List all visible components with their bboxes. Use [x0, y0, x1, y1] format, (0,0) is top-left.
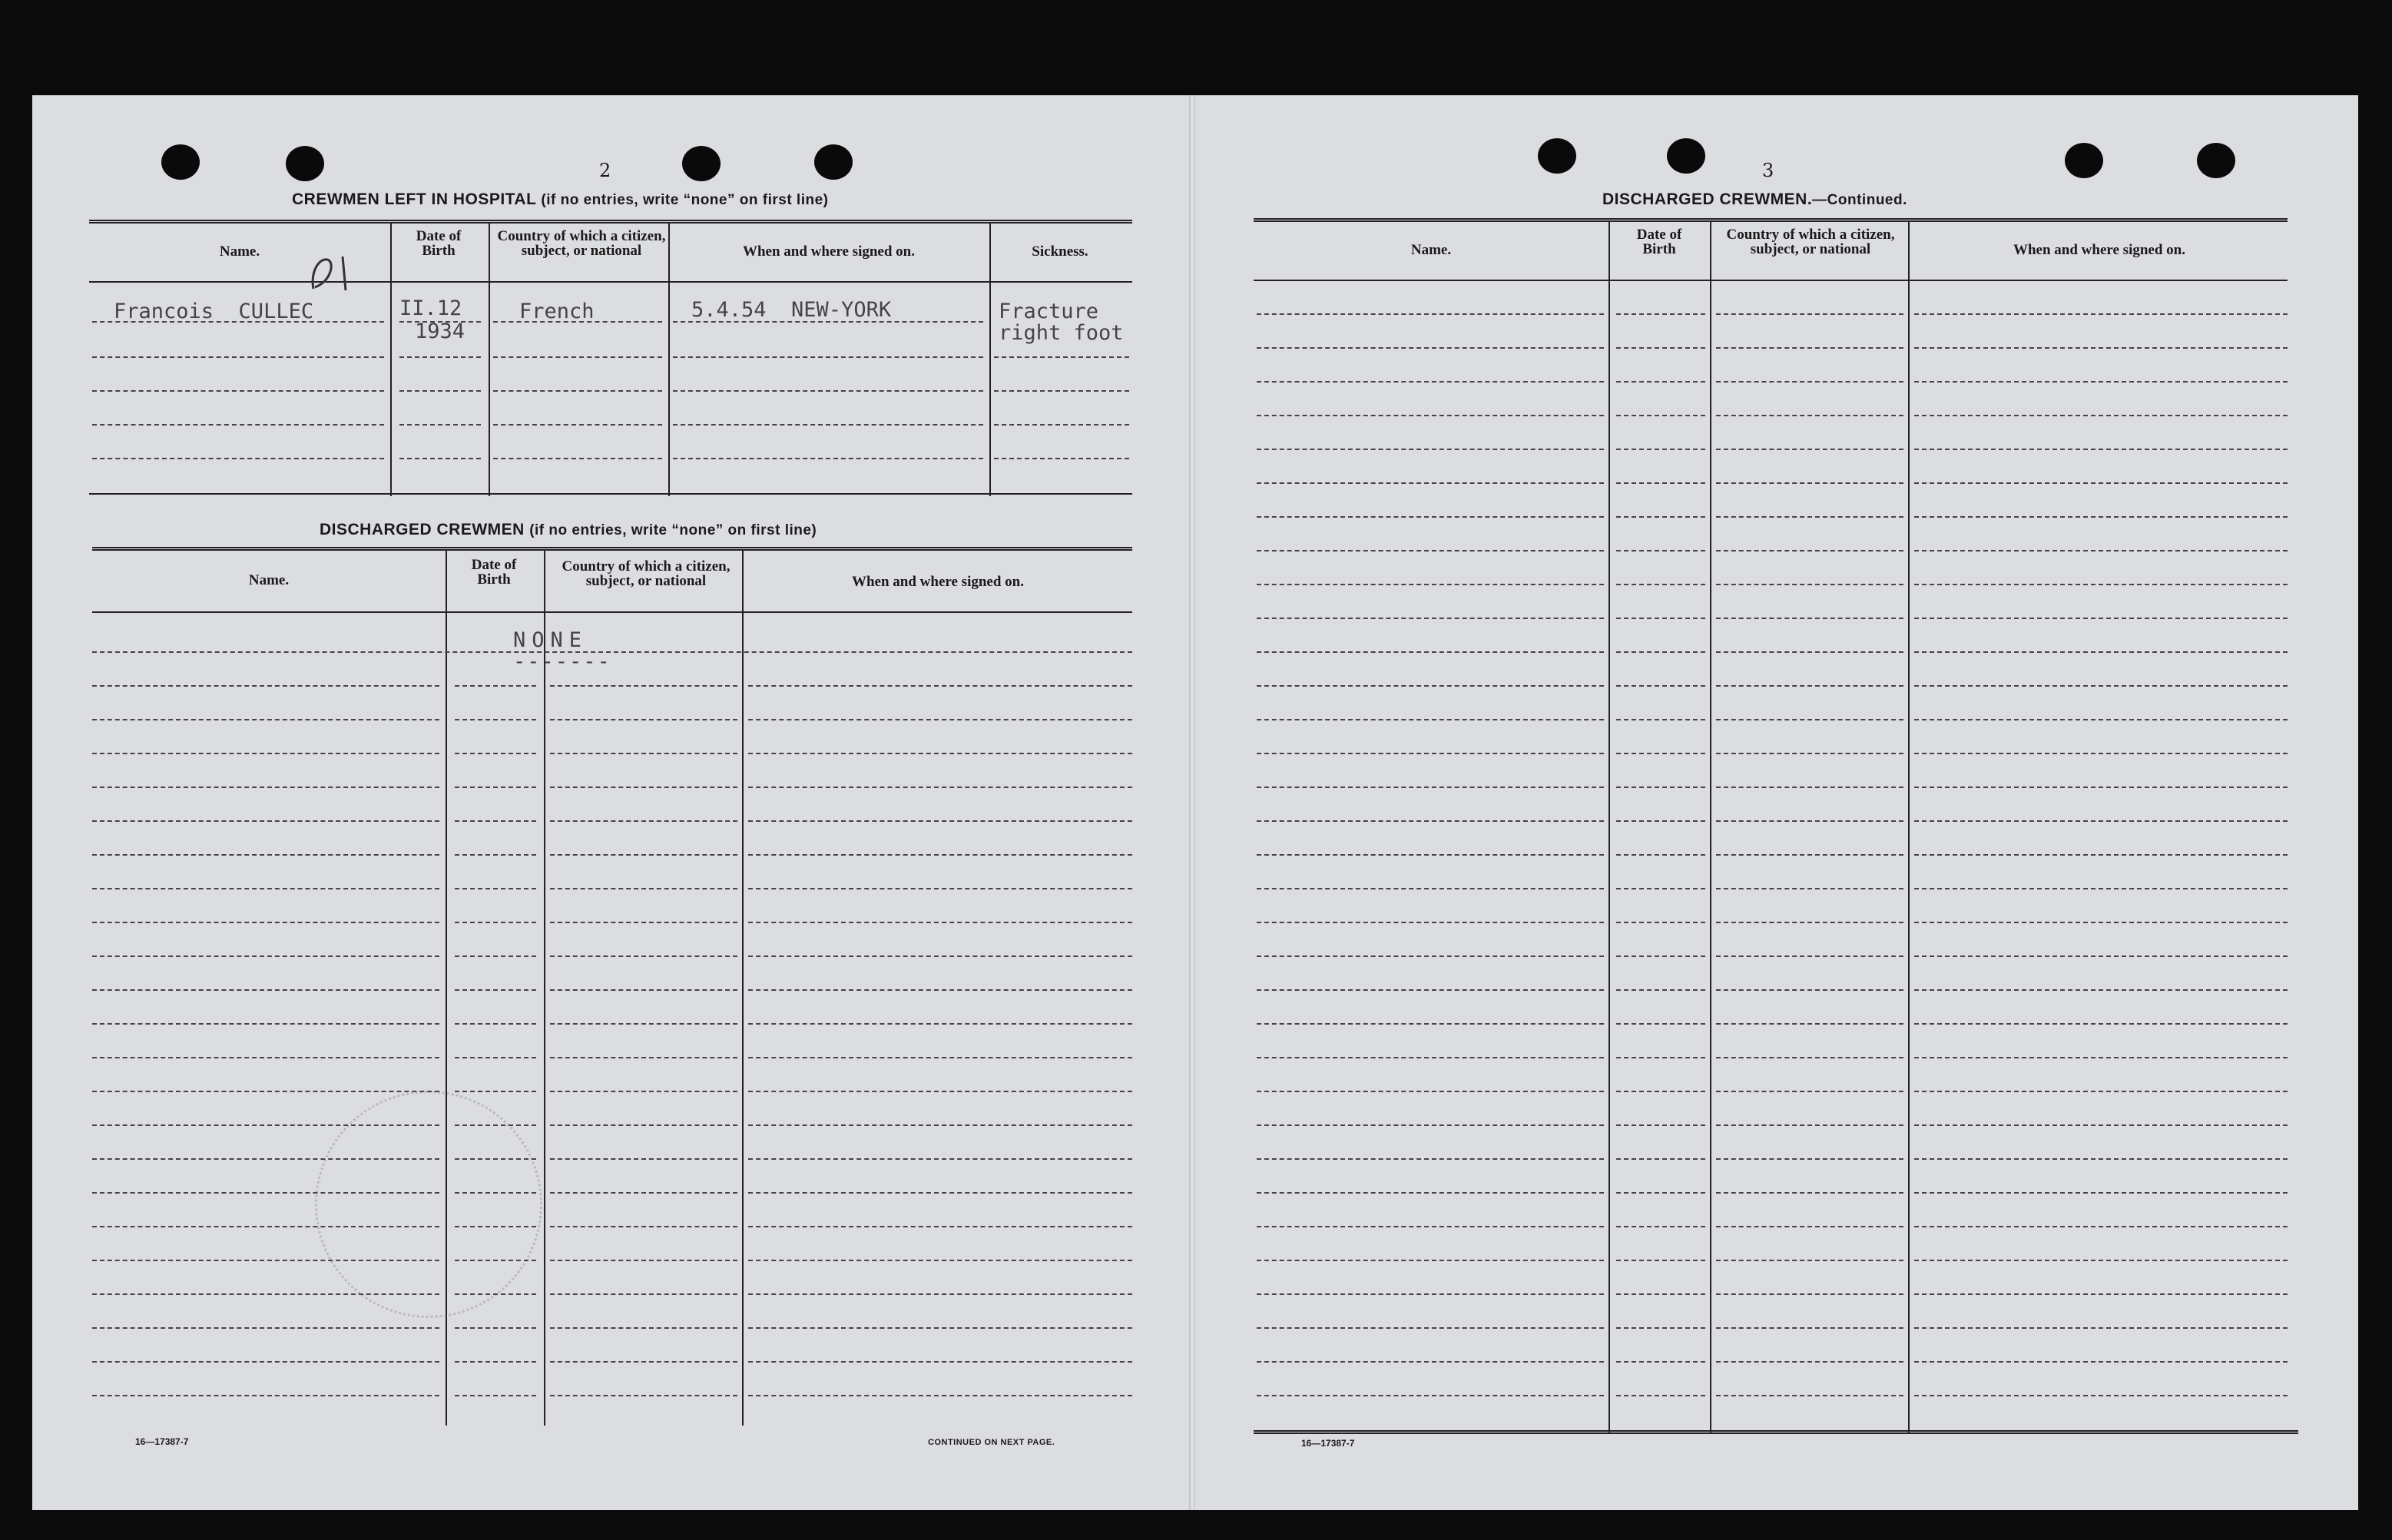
form-row-line [1257, 550, 1604, 551]
col-header-signed-on: When and where signed on. [851, 574, 1024, 590]
form-row-line [1616, 787, 1705, 788]
form-row-line [1616, 1226, 1705, 1227]
form-row-line [92, 922, 439, 923]
form-row-line [1257, 347, 1604, 349]
form-row-line [1616, 989, 1705, 991]
col-header-dob: Date of Birth [416, 228, 462, 259]
form-row-line [455, 888, 536, 889]
form-row-line [1914, 1023, 2288, 1025]
form-row-line [1616, 415, 1705, 416]
form-row-line [92, 854, 439, 856]
discharged-section-title [320, 521, 817, 539]
form-row-line [748, 753, 1132, 754]
column-divider [989, 223, 991, 496]
form-row-line [1716, 922, 1903, 923]
form-row-line [1716, 1158, 1903, 1160]
entry-dob-line2: 1934 [415, 320, 465, 343]
form-row-line [1616, 854, 1705, 856]
form-row-line [1616, 618, 1705, 619]
form-row-line [1257, 482, 1604, 484]
form-row-line [1914, 753, 2288, 754]
entry-sickness-line2: right foot [999, 321, 1124, 345]
form-row-line [1616, 584, 1705, 585]
form-row-line [455, 1057, 536, 1058]
form-row-line [1616, 449, 1705, 450]
form-row-line [1914, 955, 2288, 957]
form-row-line [1257, 1091, 1604, 1092]
form-row-line [455, 922, 536, 923]
form-row-line [1914, 1192, 2288, 1194]
punch-hole [814, 144, 853, 180]
column-divider [390, 223, 392, 496]
form-row-line [1716, 415, 1903, 416]
punch-hole [682, 146, 721, 181]
form-row-line [1914, 1395, 2288, 1396]
table-bottom-rule [1254, 1430, 2298, 1434]
form-row-line [550, 1361, 737, 1363]
form-row-line [455, 820, 536, 822]
form-row-line [748, 1023, 1132, 1025]
form-row-line [748, 1124, 1132, 1126]
form-row-line [1716, 618, 1903, 619]
form-row-line [1257, 888, 1604, 889]
form-row-line [455, 1192, 536, 1194]
form-row-line [1616, 516, 1705, 518]
form-row-line [455, 1124, 536, 1126]
form-row-line [92, 1226, 439, 1227]
form-row-line [1716, 651, 1903, 653]
form-row-line [1257, 820, 1604, 822]
form-row-line [1716, 820, 1903, 822]
form-row-line [1914, 1057, 2288, 1058]
right-section-title [1602, 190, 1907, 209]
form-row-line [1716, 1057, 1903, 1058]
form-row-line [1716, 1023, 1903, 1025]
form-row-line [1914, 381, 2288, 383]
form-row-line [1716, 347, 1903, 349]
form-row-line [748, 719, 1132, 720]
form-row-line [1257, 719, 1604, 720]
form-row-line [1914, 1327, 2288, 1329]
form-row-line [455, 1293, 536, 1295]
form-row-line [748, 1057, 1132, 1058]
form-row-line [92, 787, 439, 788]
form-row-line [1914, 516, 2288, 518]
form-row-line [1616, 550, 1705, 551]
punch-hole [286, 146, 324, 181]
form-row-line [1616, 922, 1705, 923]
form-row-line [92, 989, 439, 991]
form-row-line [1914, 719, 2288, 720]
form-row-line [1616, 313, 1705, 315]
form-row-line [550, 1327, 737, 1329]
handwritten-mark [304, 250, 358, 296]
table-top-rule [1254, 218, 2288, 222]
punch-hole [1538, 138, 1576, 174]
entry-signed-on: 5.4.54 NEW-YORK [691, 298, 892, 322]
entry-sickness-line1: Fracture [999, 300, 1099, 323]
form-number: 16—17387-7 [135, 1436, 189, 1447]
form-row-line [748, 854, 1132, 856]
form-row-line [1257, 955, 1604, 957]
form-row-line [1257, 854, 1604, 856]
form-row-line [1616, 955, 1705, 957]
form-row-line [1616, 1260, 1705, 1261]
form-row-line [748, 888, 1132, 889]
form-row-line [1257, 313, 1604, 315]
form-row-line [748, 1158, 1132, 1160]
form-row-line [550, 719, 737, 720]
continued-note: CONTINUED ON NEXT PAGE. [928, 1438, 1055, 1447]
form-row-line [550, 1124, 737, 1126]
form-row-line [1914, 888, 2288, 889]
form-row-line [1616, 820, 1705, 822]
hospital-section-title [292, 190, 828, 209]
form-row-line [1616, 651, 1705, 653]
form-row-line [455, 1327, 536, 1329]
form-row-line [1716, 550, 1903, 551]
form-row-line [1257, 1293, 1604, 1295]
form-row-line [1257, 1057, 1604, 1058]
form-row-line [550, 989, 737, 991]
form-row-line [455, 753, 536, 754]
column-divider [544, 550, 545, 1426]
punch-hole [1667, 138, 1705, 174]
form-row-line [92, 685, 439, 687]
form-row-line [1716, 1293, 1903, 1295]
col-header-signed-on: When and where signed on. [742, 243, 915, 260]
form-row-line [92, 753, 439, 754]
form-row-line [1616, 1192, 1705, 1194]
col-header-name: Name. [219, 243, 260, 260]
form-row-line [455, 685, 536, 687]
discharged-instruction: (if no entries, write “none” on first line) [529, 522, 817, 538]
col-header-dob: Date of Birth [471, 557, 517, 588]
form-row-line [748, 1327, 1132, 1329]
col-header-name: Name. [1410, 242, 1452, 258]
form-row-line [1716, 1226, 1903, 1227]
column-divider [668, 223, 670, 496]
form-row-line [1716, 854, 1903, 856]
form-row-line [1914, 989, 2288, 991]
form-row-line [1914, 1124, 2288, 1126]
form-row-line [455, 854, 536, 856]
form-row-line [1914, 347, 2288, 349]
form-row-line [550, 1057, 737, 1058]
right-title-suffix: —Continued. [1812, 192, 1907, 208]
form-row-line [1716, 449, 1903, 450]
form-number: 16—17387-7 [1301, 1438, 1355, 1449]
form-row-line [455, 955, 536, 957]
form-row-line [1616, 1057, 1705, 1058]
form-row-line [1914, 584, 2288, 585]
entry-dob-line1: II.12 [399, 296, 462, 320]
form-row-line [748, 1226, 1132, 1227]
form-row-line [1616, 1395, 1705, 1396]
form-row-line [455, 989, 536, 991]
form-row-line [1914, 820, 2288, 822]
form-row-line [1914, 1158, 2288, 1160]
form-row-line [1257, 989, 1604, 991]
form-row-line [455, 1260, 536, 1261]
entry-country: French [519, 300, 595, 323]
form-row-line [92, 1260, 439, 1261]
form-row-line [92, 955, 439, 957]
form-row-line [748, 955, 1132, 957]
form-row-line [455, 1395, 536, 1396]
form-row-line [92, 1091, 439, 1092]
form-row-line [1914, 922, 2288, 923]
form-row-line [1914, 618, 2288, 619]
form-row-line [1914, 482, 2288, 484]
form-row-line [550, 854, 737, 856]
form-row-line [1257, 1023, 1604, 1025]
form-row-line [1616, 719, 1705, 720]
form-row-line [92, 820, 439, 822]
form-row-line [92, 1361, 439, 1363]
form-row-line [455, 1091, 536, 1092]
form-row-line [92, 1023, 439, 1025]
form-row-line [1716, 584, 1903, 585]
page-number: 2 [599, 160, 611, 181]
form-row-line [550, 1260, 737, 1261]
form-row-line [748, 685, 1132, 687]
form-row-line [1716, 719, 1903, 720]
form-row-line [1914, 1226, 2288, 1227]
form-row-line [1914, 854, 2288, 856]
col-header-signed-on: When and where signed on. [2013, 242, 2185, 258]
form-row-line [1716, 482, 1903, 484]
col-header-country: Country of which a citizen, subject, or national [497, 228, 666, 259]
form-row-line [1616, 1091, 1705, 1092]
form-row-line [1257, 584, 1604, 585]
column-divider [742, 550, 744, 1426]
discharged-entry-none: NONE [513, 628, 588, 652]
discharged-title-text: DISCHARGED CREWMEN [320, 521, 525, 538]
form-row-line [1914, 1260, 2288, 1261]
form-row-line [92, 1395, 439, 1396]
form-row-line [455, 719, 536, 720]
col-header-country: Country of which a citizen, subject, or national [562, 558, 731, 589]
punch-hole [2065, 143, 2103, 178]
form-row-line [1914, 685, 2288, 687]
form-row-line [1716, 516, 1903, 518]
form-row-line [1716, 787, 1903, 788]
form-row-line [1914, 313, 2288, 315]
form-row-line [748, 922, 1132, 923]
discharged-entry-underline: ------- [513, 650, 611, 674]
form-row-line [1914, 651, 2288, 653]
form-row-line [1257, 1124, 1604, 1126]
form-row-line [92, 1057, 439, 1058]
form-row-line [1257, 1226, 1604, 1227]
form-row-line [1716, 1192, 1903, 1194]
form-row-line [1257, 1361, 1604, 1363]
form-row-line [455, 787, 536, 788]
column-divider [1908, 221, 1910, 1433]
form-row-line [1257, 1327, 1604, 1329]
form-row-line [550, 1226, 737, 1227]
form-row-line [1257, 1158, 1604, 1160]
form-row-line [1257, 618, 1604, 619]
form-row-line [1616, 685, 1705, 687]
entry-name: Francois CULLEC [114, 300, 314, 323]
form-row-line [1716, 888, 1903, 889]
form-row-line [1914, 787, 2288, 788]
form-row-line [550, 685, 737, 687]
hospital-title-text: CREWMEN LEFT IN HOSPITAL [292, 190, 537, 208]
form-row-line [1257, 1192, 1604, 1194]
form-row-line [748, 820, 1132, 822]
col-header-dob: Date of Birth [1636, 227, 1682, 257]
form-row-line [550, 922, 737, 923]
form-row-line [550, 955, 737, 957]
right-page [1192, 95, 2358, 1510]
form-row-line [1257, 415, 1604, 416]
punch-hole [2197, 143, 2235, 178]
col-header-name: Name. [248, 572, 290, 588]
form-row-line [748, 1395, 1132, 1396]
form-row-line [1716, 989, 1903, 991]
form-row-line [1716, 685, 1903, 687]
form-row-line [748, 1192, 1132, 1194]
form-row-line [1914, 1293, 2288, 1295]
table-top-rule [92, 547, 1132, 551]
header-bottom-rule [1254, 280, 2288, 281]
form-row-line [1616, 381, 1705, 383]
table-bottom-rule [89, 493, 1132, 495]
form-row-line [1716, 1124, 1903, 1126]
form-row-line [1716, 381, 1903, 383]
form-row-line [1257, 1395, 1604, 1396]
form-row-line [1616, 1293, 1705, 1295]
form-row-line [550, 1023, 737, 1025]
col-header-sickness: Sickness. [1032, 243, 1088, 260]
form-row-line [92, 1192, 439, 1194]
form-row-line [92, 1293, 439, 1295]
form-row-line [1716, 1395, 1903, 1396]
form-row-line [550, 787, 737, 788]
form-row-line [748, 787, 1132, 788]
form-row-line [1716, 313, 1903, 315]
form-row-line [1616, 347, 1705, 349]
form-row-line [92, 1327, 439, 1329]
form-row-line [1616, 888, 1705, 889]
form-row-line [1616, 1327, 1705, 1329]
form-row-line [550, 1395, 737, 1396]
form-row-line [92, 1124, 439, 1126]
page-fold [1189, 95, 1195, 1510]
header-bottom-rule [89, 281, 1132, 283]
column-divider [1608, 221, 1610, 1433]
form-row-line [92, 888, 439, 889]
form-row-line [1914, 1091, 2288, 1092]
form-row-line [550, 1293, 737, 1295]
table-top-rule [89, 220, 1132, 224]
form-row-line [748, 1293, 1132, 1295]
form-row-line [1914, 449, 2288, 450]
form-row-line [1616, 1158, 1705, 1160]
form-row-line [92, 719, 439, 720]
punch-hole [161, 144, 200, 180]
form-row-line [455, 1158, 536, 1160]
form-row-line [1257, 1260, 1604, 1261]
column-divider [489, 223, 490, 496]
hospital-instruction: (if no entries, write “none” on first line) [541, 192, 829, 208]
form-row-line [550, 888, 737, 889]
page-number: 3 [1762, 160, 1774, 181]
form-row-line [455, 1023, 536, 1025]
form-row-line [1616, 482, 1705, 484]
header-bottom-rule [92, 611, 1132, 613]
form-row-line [455, 1226, 536, 1227]
form-row-line [92, 1158, 439, 1160]
form-row-line [1257, 651, 1604, 653]
form-row-line [748, 1091, 1132, 1092]
form-row-line [1914, 1361, 2288, 1363]
form-row-line [1616, 1361, 1705, 1363]
form-row-line [550, 1158, 737, 1160]
form-row-line [1616, 1124, 1705, 1126]
form-row-line [748, 989, 1132, 991]
form-row-line [1914, 415, 2288, 416]
form-row-line [748, 1361, 1132, 1363]
form-row-line [550, 820, 737, 822]
form-row-line [1716, 1260, 1903, 1261]
form-row-line [1914, 550, 2288, 551]
form-row-line [1257, 753, 1604, 754]
form-row-line [550, 1091, 737, 1092]
form-row-line [1716, 1091, 1903, 1092]
form-row-line [1257, 381, 1604, 383]
form-row-line [1616, 1023, 1705, 1025]
form-row-line [550, 1192, 737, 1194]
column-divider [1710, 221, 1711, 1433]
form-row-line [1716, 753, 1903, 754]
form-row-line [1257, 449, 1604, 450]
form-row-line [550, 753, 737, 754]
form-row-line [455, 1361, 536, 1363]
form-row-line [1716, 955, 1903, 957]
col-header-country: Country of which a citizen, subject, or national [1726, 227, 1895, 257]
right-title-text: DISCHARGED CREWMEN. [1602, 190, 1813, 208]
discharged-rows [92, 651, 1132, 653]
form-row-line [1257, 516, 1604, 518]
form-row-line [1716, 1327, 1903, 1329]
form-row-line [748, 1260, 1132, 1261]
form-row-line [1257, 685, 1604, 687]
form-row-line [1257, 922, 1604, 923]
form-row-line [1257, 787, 1604, 788]
form-row-line [1616, 753, 1705, 754]
form-row-line [1716, 1361, 1903, 1363]
